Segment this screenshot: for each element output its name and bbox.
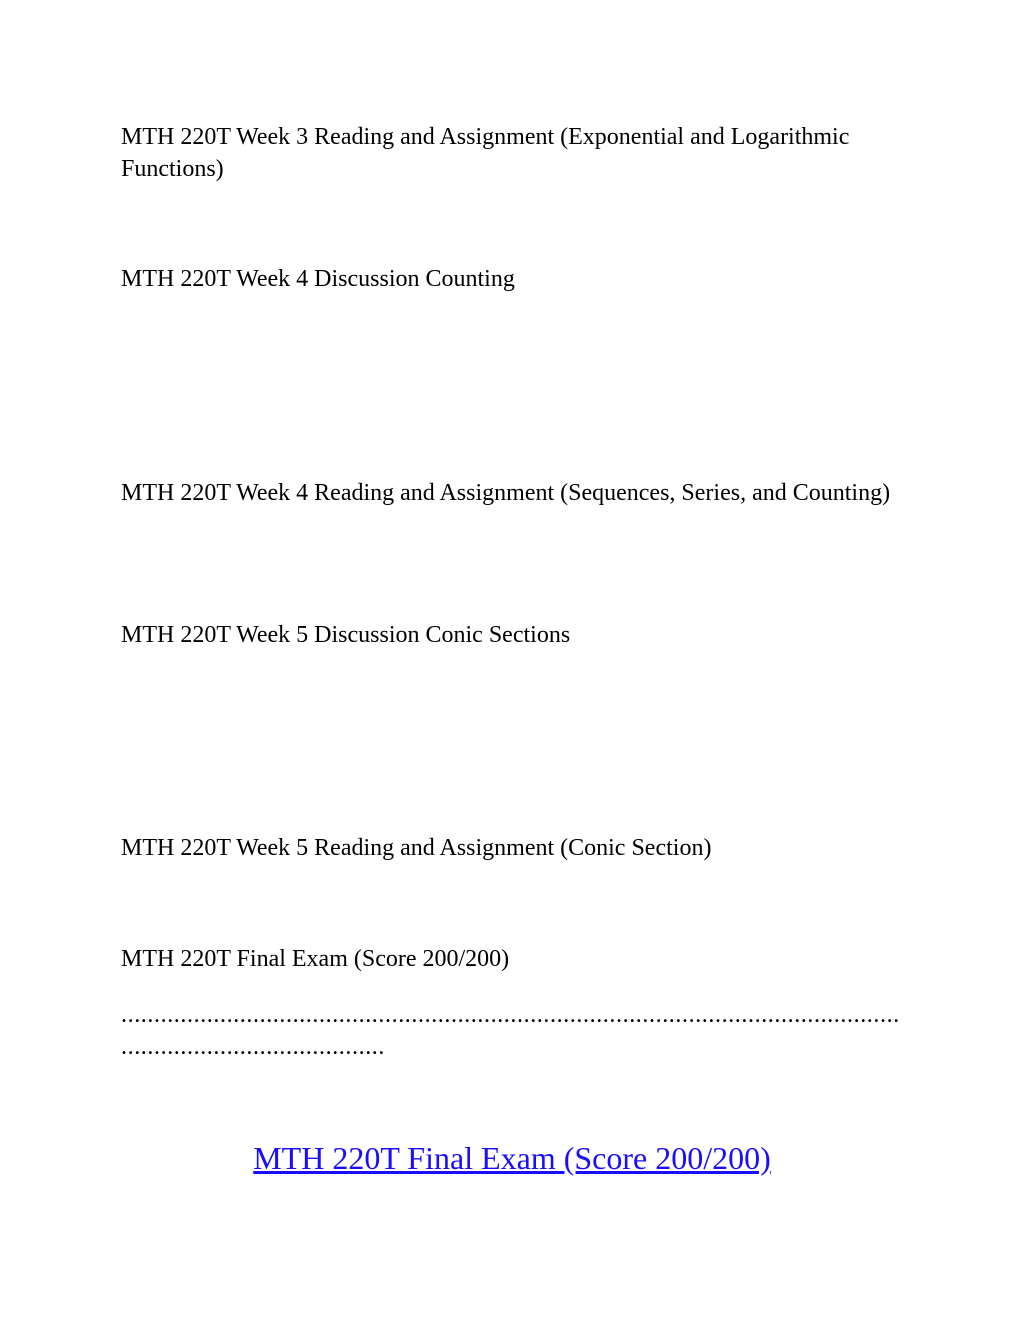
item-week4-discussion: MTH 220T Week 4 Discussion Counting — [121, 266, 515, 292]
item-final-exam: MTH 220T Final Exam (Score 200/200) — [121, 946, 510, 972]
item-week4-reading: MTH 220T Week 4 Reading and Assignment (Sequences, Series, and Counting) — [121, 480, 891, 506]
separator-dots-line-2: ........................................ — [121, 1034, 385, 1060]
final-exam-link-container — [0, 1138, 1024, 1178]
final-exam-link[interactable]: MTH 220T Final Exam (Score 200/200) — [253, 1140, 771, 1176]
item-week5-reading: MTH 220T Week 5 Reading and Assignment (Conic Section) — [121, 835, 712, 861]
item-week5-discussion: MTH 220T Week 5 Discussion Conic Sections — [121, 622, 571, 648]
separator-dots-line-1: ...................................................................................................................... — [121, 1002, 900, 1028]
item-week3-reading: MTH 220T Week 3 Reading and Assignment (Exponential and Logarithmic Functions) — [121, 124, 850, 182]
